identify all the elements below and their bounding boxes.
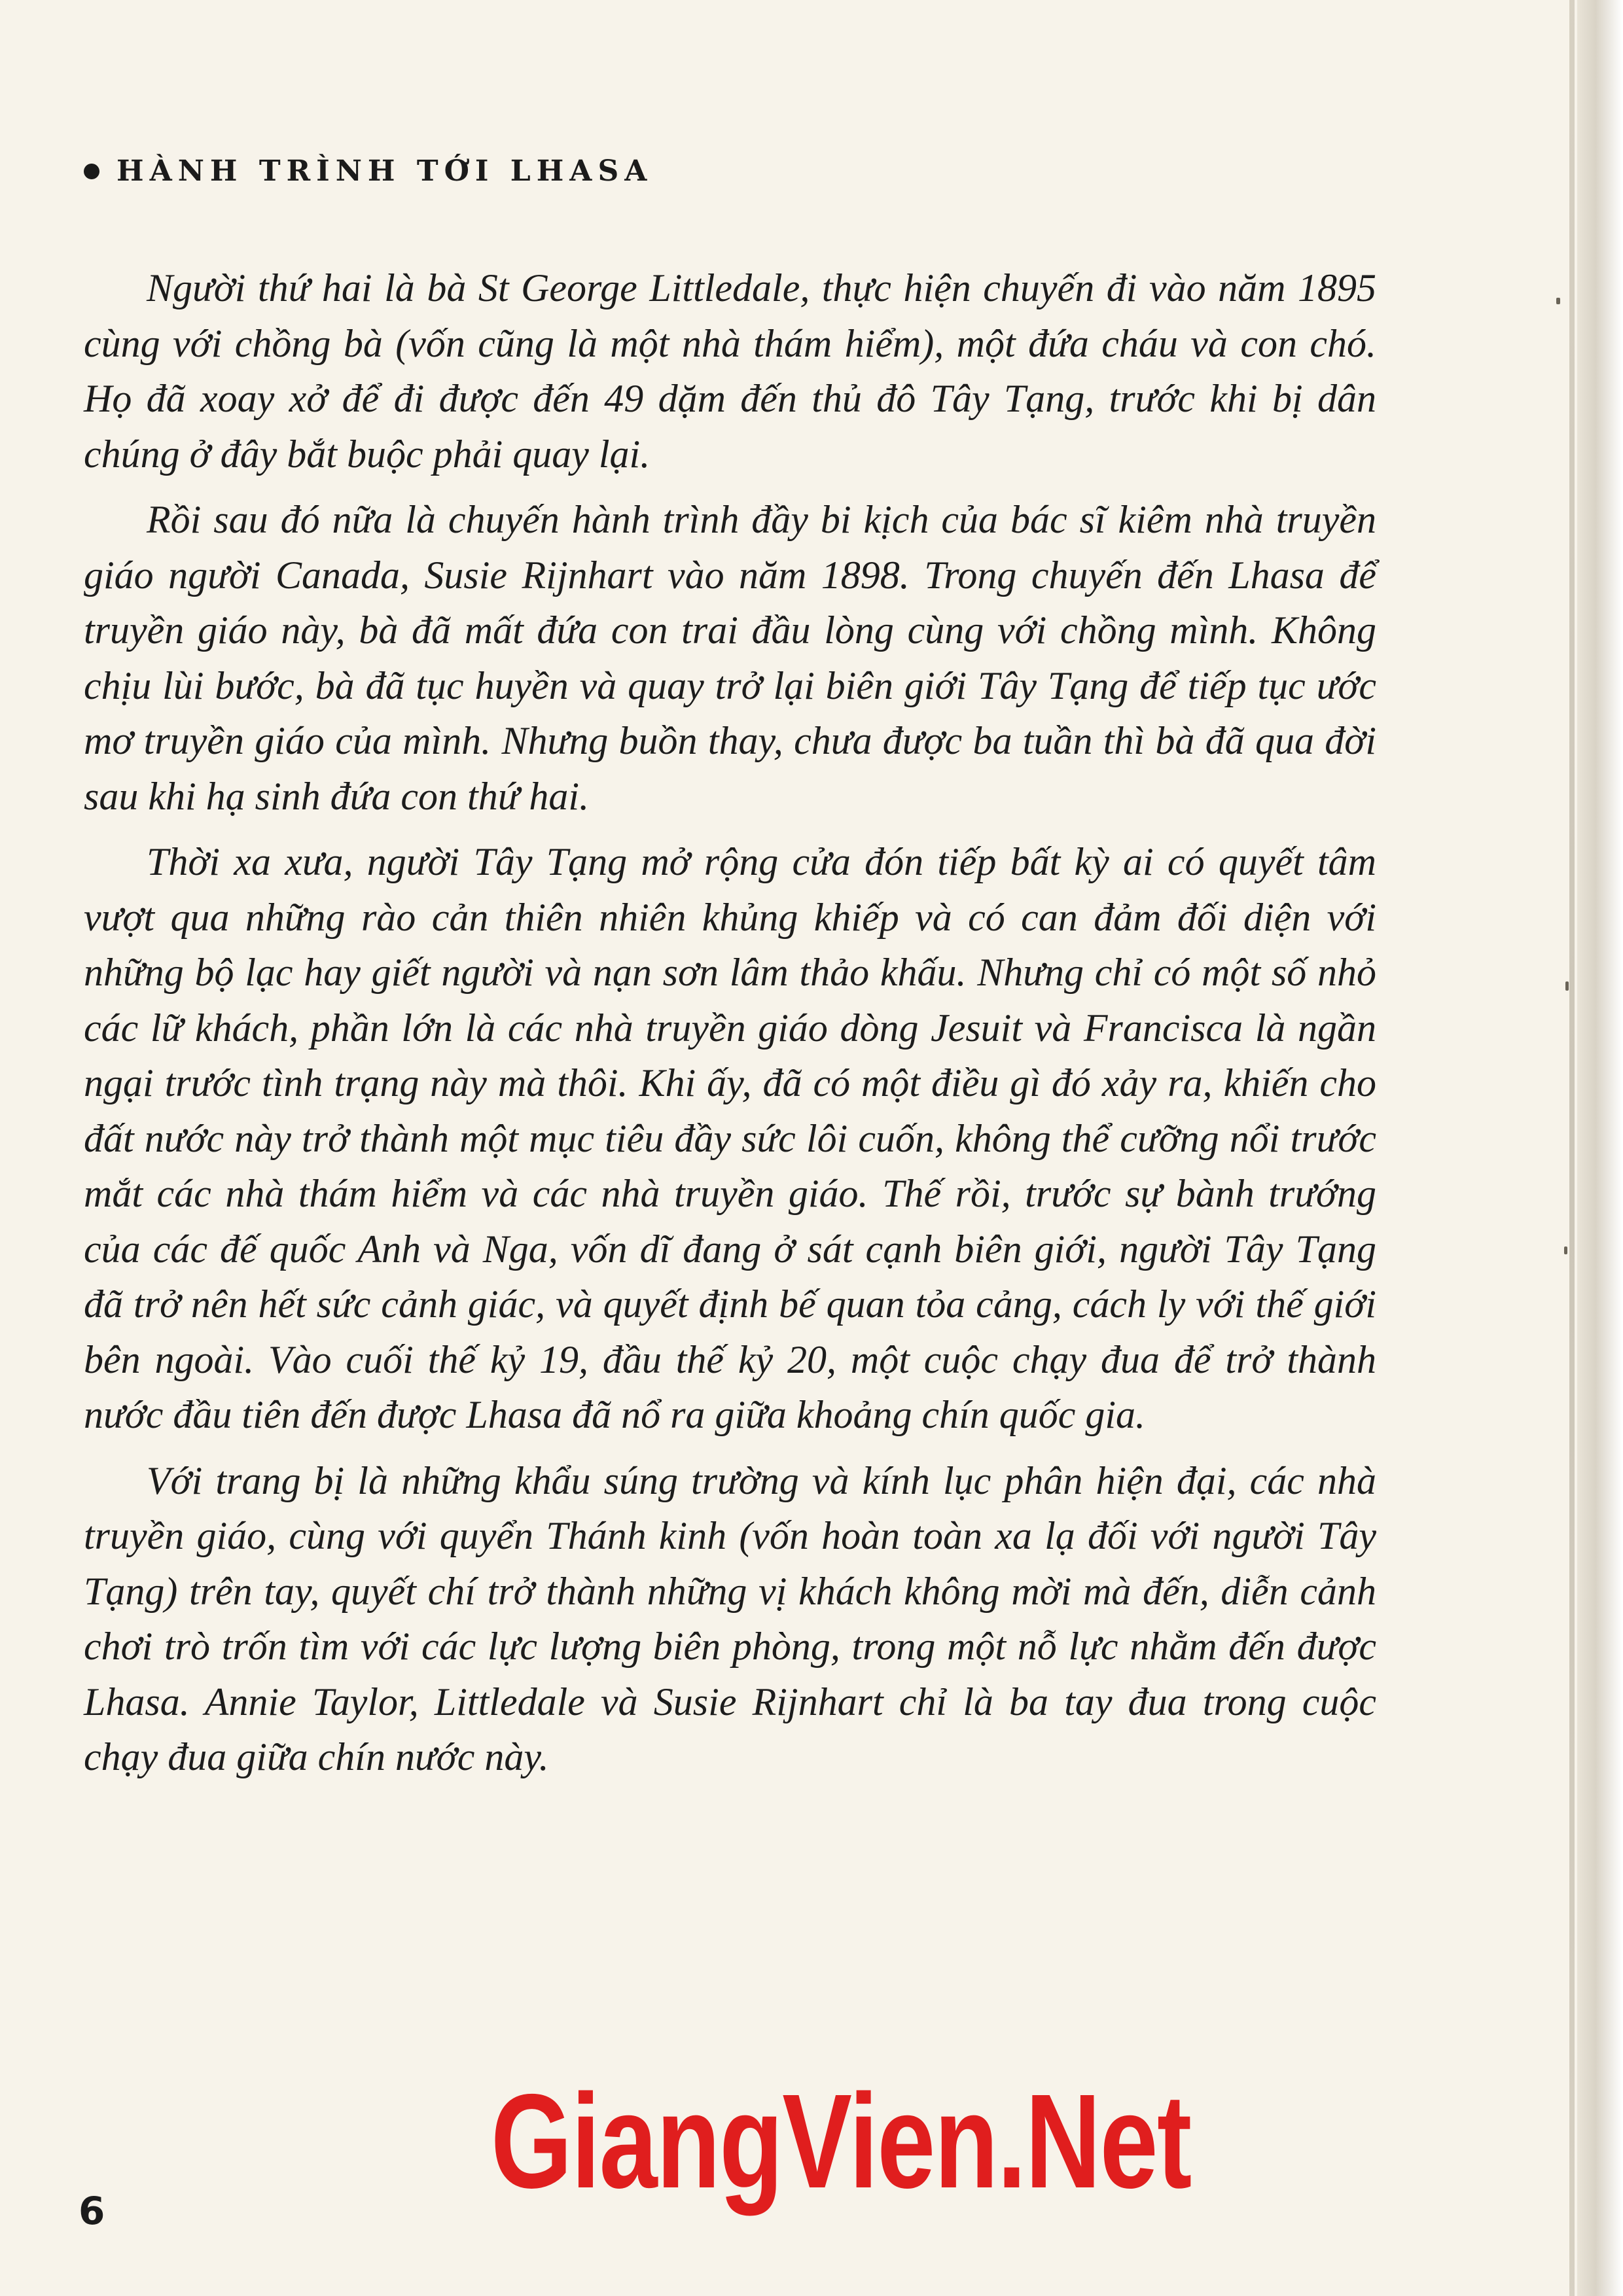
paragraph-3: Thời xa xưa, người Tây Tạng mở rộng cửa đón tiếp bất kỳ ai có quyết tâm vượt qua những rào cản thiên nhiên khủng khiếp và có can đảm đối diện với những bộ lạc hay giết người và nạn sơn lâm thảo khấu. Nhưng chỉ có một số nhỏ các lữ khách, phần lớn là các nhà truyền giáo dòng Jesuit và Francisca là ngần ngại trước tình trạng này mà thôi. Khi ấy, đã có một điều gì đó xảy ra, khiến cho đất nước này trở thành một mục tiêu đầy sức lôi cuốn, không thể cưỡng nổi trước mắt các nhà thám hiểm và các nhà truyền giáo. Thế rồi, trước sự bành trướng của các đế quốc Anh và Nga, vốn dĩ đang ở sát cạnh biên giới, người Tây Tạng đã trở nên hết sức cảnh giác, và quyết định bế quan tỏa cảng, cách ly với thế giới bên ngoài. Vào cuối thế kỷ 19, đầu thế kỷ 20, một cuộc chạy đua để trở thành nước đầu tiên đến được Lhasa đã nổ ra giữa khoảng chín quốc gia. [84,840,1376,1436]
page-edge-margin [1577,0,1623,2296]
paragraph-4: Với trang bị là những khẩu súng trường và kính lục phân hiện đại, các nhà truyền giáo, cùng với quyển Thánh kinh (vốn hoàn toàn xa lạ đối với người Tây Tạng) trên tay, quyết chí trở thành những vị khách không mời mà đến, diễn cảnh chơi trò trốn tìm với các lực lượng biên phòng, trong một nỗ lực nhằm đến được Lhasa. Annie Taylor, Littledale và Susie Rijnhart chỉ là ba tay đua trong cuộc chạy đua giữa chín nước này. [84,1458,1376,1778]
watermark: GiangVien.Net [491,2066,1191,2216]
running-header-title: HÀNH TRÌNH TỚI LHASA [116,154,653,188]
page-edge-shadow [1569,0,1575,2296]
running-header [84,154,652,188]
bullet-icon [84,164,99,179]
body-text [84,260,1376,1795]
paragraph-1: Người thứ hai là bà St George Littledale, thực hiện chuyến đi vào năm 1895 cùng với chồng bà (vốn cũng là một nhà thám hiểm), một đứa cháu và con chó. Họ đã xoay xở để đi được đến 49 dặm đến thủ đô Tây Tạng, trước khi bị dân chúng ở đây bắt buộc phải quay lại. [84,266,1376,476]
scan-speck [1565,981,1569,991]
page-number: 6 [79,2189,105,2233]
scan-speck [1556,298,1560,304]
scan-speck [1564,1246,1567,1254]
paragraph-2: Rồi sau đó nữa là chuyến hành trình đầy bi kịch của bác sĩ kiêm nhà truyền giáo người Canada, Susie Rijnhart vào năm 1898. Trong chuyến đến Lhasa để truyền giáo này, bà đã mất đứa con trai đầu lòng cùng với chồng mình. Không chịu lùi bước, bà đã tục huyền và quay trở lại biên giới Tây Tạng để tiếp tục ước mơ truyền giáo của mình. Nhưng buồn thay, chưa được ba tuần thì bà đã qua đời sau khi hạ sinh đứa con thứ hai. [84,498,1376,818]
